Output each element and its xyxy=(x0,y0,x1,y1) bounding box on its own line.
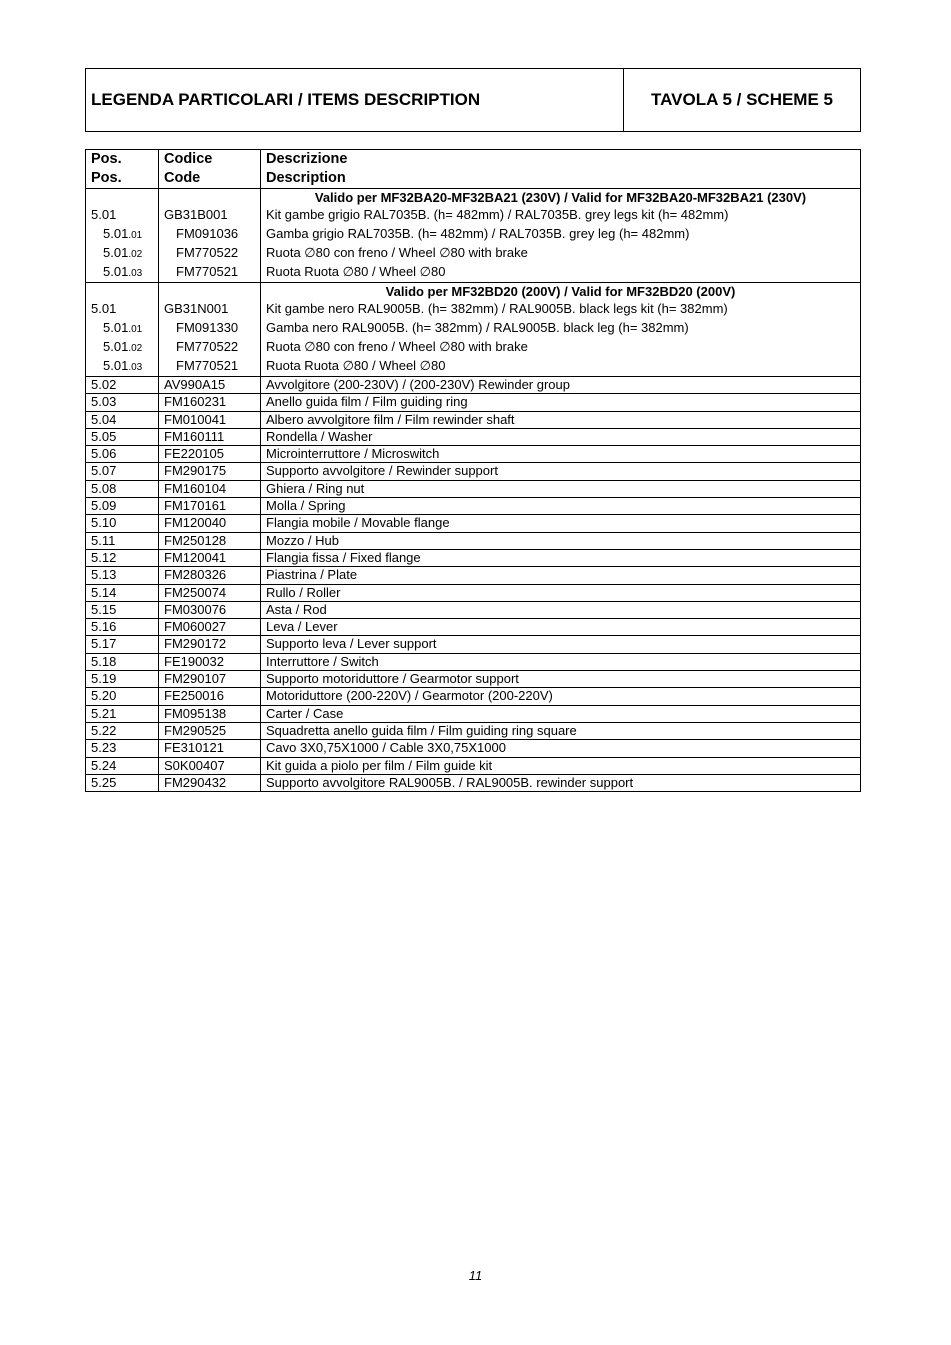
description-cell: Ruota ∅80 con freno / Wheel ∅80 with brake xyxy=(266,245,528,260)
description-cell: Ghiera / Ring nut xyxy=(261,480,861,497)
description-cell: Kit gambe nero RAL9005B. (h= 382mm) / RAL9005B. black legs kit (h= 382mm) xyxy=(266,301,728,316)
code-cell: FM250128 xyxy=(159,532,261,549)
description-cell: Interruttore / Switch xyxy=(261,653,861,670)
pos-cell: 5.11 xyxy=(86,532,159,549)
code-cell: AV990A15 xyxy=(159,377,261,394)
pos-cell: 5.24 xyxy=(86,757,159,774)
description-cell: Leva / Lever xyxy=(261,619,861,636)
description-cell: Ruota Ruota ∅80 / Wheel ∅80 xyxy=(261,263,861,283)
table-row xyxy=(86,653,861,670)
table-row xyxy=(86,774,861,791)
table-row xyxy=(86,532,861,549)
description-cell: Anello guida film / Film guiding ring xyxy=(261,394,861,411)
description-cell: Albero avvolgitore film / Film rewinder shaft xyxy=(261,411,861,428)
description-cell: Carter / Case xyxy=(261,705,861,722)
pos-cell: 5.09 xyxy=(86,498,159,515)
code-cell: FM250074 xyxy=(159,584,261,601)
table-row xyxy=(86,671,861,688)
description-cell: Motoriduttore (200-220V) / Gearmotor (200-220V) xyxy=(261,688,861,705)
code-cell: FM770521 xyxy=(159,357,261,377)
pos-cell: 5.12 xyxy=(86,549,159,566)
code-cell: FE190032 xyxy=(159,653,261,670)
column-header-pos: Pos. Pos. xyxy=(86,150,159,189)
validity-note: Valido per MF32BD20 (200V) / Valid for MF32BD20 (200V) xyxy=(385,284,736,299)
code-cell: FE310121 xyxy=(159,740,261,757)
column-header-description: Descrizione Description xyxy=(261,150,861,189)
column-header-code: Codice Code xyxy=(159,150,261,189)
table-row xyxy=(86,498,861,515)
table-row xyxy=(86,549,861,566)
description-cell: Flangia fissa / Fixed flange xyxy=(261,549,861,566)
code-cell: FM095138 xyxy=(159,705,261,722)
table-row xyxy=(86,584,861,601)
scheme-label: TAVOLA 5 / SCHEME 5 xyxy=(651,90,833,109)
code-cell: FM280326 xyxy=(159,567,261,584)
pos-cell: 5.10 xyxy=(86,515,159,532)
pos-cell xyxy=(86,189,159,207)
description-cell: Asta / Rod xyxy=(261,601,861,618)
table-row xyxy=(86,636,861,653)
description-cell: Kit guida a piolo per film / Film guide kit xyxy=(261,757,861,774)
code-cell: FM290525 xyxy=(159,722,261,739)
pos-cell: 5.23 xyxy=(86,740,159,757)
table-row xyxy=(86,338,861,357)
description-cell: Piastrina / Plate xyxy=(261,567,861,584)
code-cell: FM120040 xyxy=(159,515,261,532)
code-cell: FM160231 xyxy=(159,394,261,411)
pos-cell: 5.01.03 xyxy=(86,357,159,377)
pos-cell: 5.03 xyxy=(86,394,159,411)
pos-cell: 5.13 xyxy=(86,567,159,584)
description-cell: Rullo / Roller xyxy=(261,584,861,601)
description-cell: Cavo 3X0,75X1000 / Cable 3X0,75X1000 xyxy=(261,740,861,757)
table-row xyxy=(86,319,861,338)
pos-cell: 5.18 xyxy=(86,653,159,670)
code-cell: FE250016 xyxy=(159,688,261,705)
code-cell: FM290107 xyxy=(159,671,261,688)
table-row xyxy=(86,446,861,463)
code-cell: GB31B001 xyxy=(159,206,261,225)
table-row xyxy=(86,567,861,584)
table-row xyxy=(86,515,861,532)
table-row xyxy=(86,263,861,283)
pos-cell: 5.22 xyxy=(86,722,159,739)
description-cell: Microinterruttore / Microswitch xyxy=(261,446,861,463)
pos-cell: 5.01 xyxy=(86,206,159,225)
pos-cell: 5.16 xyxy=(86,619,159,636)
table-row xyxy=(86,428,861,445)
legs-kit-table xyxy=(85,149,861,377)
pos-cell: 5.04 xyxy=(86,411,159,428)
description-cell: Gamba nero RAL9005B. (h= 382mm) / RAL9005B. black leg (h= 382mm) xyxy=(266,320,689,335)
table-row xyxy=(86,705,861,722)
table-row xyxy=(86,463,861,480)
page-number: 11 xyxy=(468,1268,483,1283)
code-cell: FM770522 xyxy=(159,338,261,357)
description-cell: Supporto avvolgitore / Rewinder support xyxy=(261,463,861,480)
description-cell: Supporto avvolgitore RAL9005B. / RAL9005B. rewinder support xyxy=(261,774,861,791)
header-box xyxy=(85,68,861,132)
pos-cell: 5.25 xyxy=(86,774,159,791)
code-cell: FM160111 xyxy=(159,428,261,445)
description-cell: Flangia mobile / Movable flange xyxy=(261,515,861,532)
code-cell xyxy=(159,189,261,207)
description-cell: Supporto leva / Lever support xyxy=(261,636,861,653)
code-cell: FM160104 xyxy=(159,480,261,497)
description-cell: Ruota Ruota ∅80 / Wheel ∅80 xyxy=(261,357,861,377)
code-cell: FM010041 xyxy=(159,411,261,428)
table-row xyxy=(86,244,861,263)
pos-cell: 5.08 xyxy=(86,480,159,497)
pos-cell xyxy=(86,283,159,301)
code-cell: FM290175 xyxy=(159,463,261,480)
table-row xyxy=(86,225,861,244)
description-cell: Squadretta anello guida film / Film guiding ring square xyxy=(261,722,861,739)
code-cell: GB31N001 xyxy=(159,300,261,319)
table-row xyxy=(86,688,861,705)
pos-cell: 5.20 xyxy=(86,688,159,705)
table-row xyxy=(86,601,861,618)
table-row xyxy=(86,740,861,757)
table-row xyxy=(86,357,861,377)
validity-row xyxy=(86,189,861,207)
pos-cell: 5.01.02 xyxy=(86,338,159,357)
pos-cell: 5.01.02 xyxy=(86,244,159,263)
pos-cell: 5.15 xyxy=(86,601,159,618)
code-cell xyxy=(159,283,261,301)
code-cell: FM170161 xyxy=(159,498,261,515)
validity-note: Valido per MF32BA20-MF32BA21 (230V) / Valid for MF32BA20-MF32BA21 (230V) xyxy=(314,190,807,205)
pos-cell: 5.01.01 xyxy=(86,225,159,244)
pos-cell: 5.05 xyxy=(86,428,159,445)
validity-row xyxy=(86,283,861,301)
description-cell: Rondella / Washer xyxy=(261,428,861,445)
pos-cell: 5.14 xyxy=(86,584,159,601)
code-cell: FM030076 xyxy=(159,601,261,618)
description-cell: Supporto motoriduttore / Gearmotor support xyxy=(261,671,861,688)
pos-cell: 5.02 xyxy=(86,377,159,394)
table-row xyxy=(86,377,861,394)
document-title: LEGENDA PARTICOLARI / ITEMS DESCRIPTION xyxy=(86,69,624,131)
code-cell: FM290172 xyxy=(159,636,261,653)
table-row xyxy=(86,619,861,636)
pos-cell: 5.17 xyxy=(86,636,159,653)
pos-cell: 5.06 xyxy=(86,446,159,463)
description-cell: Kit gambe grigio RAL7035B. (h= 482mm) / RAL7035B. grey legs kit (h= 482mm) xyxy=(266,207,729,222)
code-cell: FM290432 xyxy=(159,774,261,791)
code-cell: FE220105 xyxy=(159,446,261,463)
table-row xyxy=(86,394,861,411)
pos-cell: 5.01.01 xyxy=(86,319,159,338)
table-row xyxy=(86,411,861,428)
table-header-row xyxy=(86,150,861,189)
pos-cell: 5.01 xyxy=(86,300,159,319)
description-cell: Gamba grigio RAL7035B. (h= 482mm) / RAL7035B. grey leg (h= 482mm) xyxy=(266,226,690,241)
code-cell: FM060027 xyxy=(159,619,261,636)
table-row xyxy=(86,300,861,319)
code-cell: FM120041 xyxy=(159,549,261,566)
code-cell: S0K00407 xyxy=(159,757,261,774)
pos-cell: 5.19 xyxy=(86,671,159,688)
parts-table xyxy=(85,376,861,792)
code-cell: FM770522 xyxy=(159,244,261,263)
table-row xyxy=(86,206,861,225)
description-cell: Molla / Spring xyxy=(261,498,861,515)
table-row xyxy=(86,757,861,774)
description-cell: Mozzo / Hub xyxy=(261,532,861,549)
table-row xyxy=(86,722,861,739)
pos-cell: 5.21 xyxy=(86,705,159,722)
code-cell: FM091036 xyxy=(159,225,261,244)
description-cell: Avvolgitore (200-230V) / (200-230V) Rewinder group xyxy=(261,377,861,394)
code-cell: FM091330 xyxy=(159,319,261,338)
table-row xyxy=(86,480,861,497)
code-cell: FM770521 xyxy=(159,263,261,283)
pos-cell: 5.01.03 xyxy=(86,263,159,283)
description-cell: Ruota ∅80 con freno / Wheel ∅80 with brake xyxy=(266,339,528,354)
pos-cell: 5.07 xyxy=(86,463,159,480)
